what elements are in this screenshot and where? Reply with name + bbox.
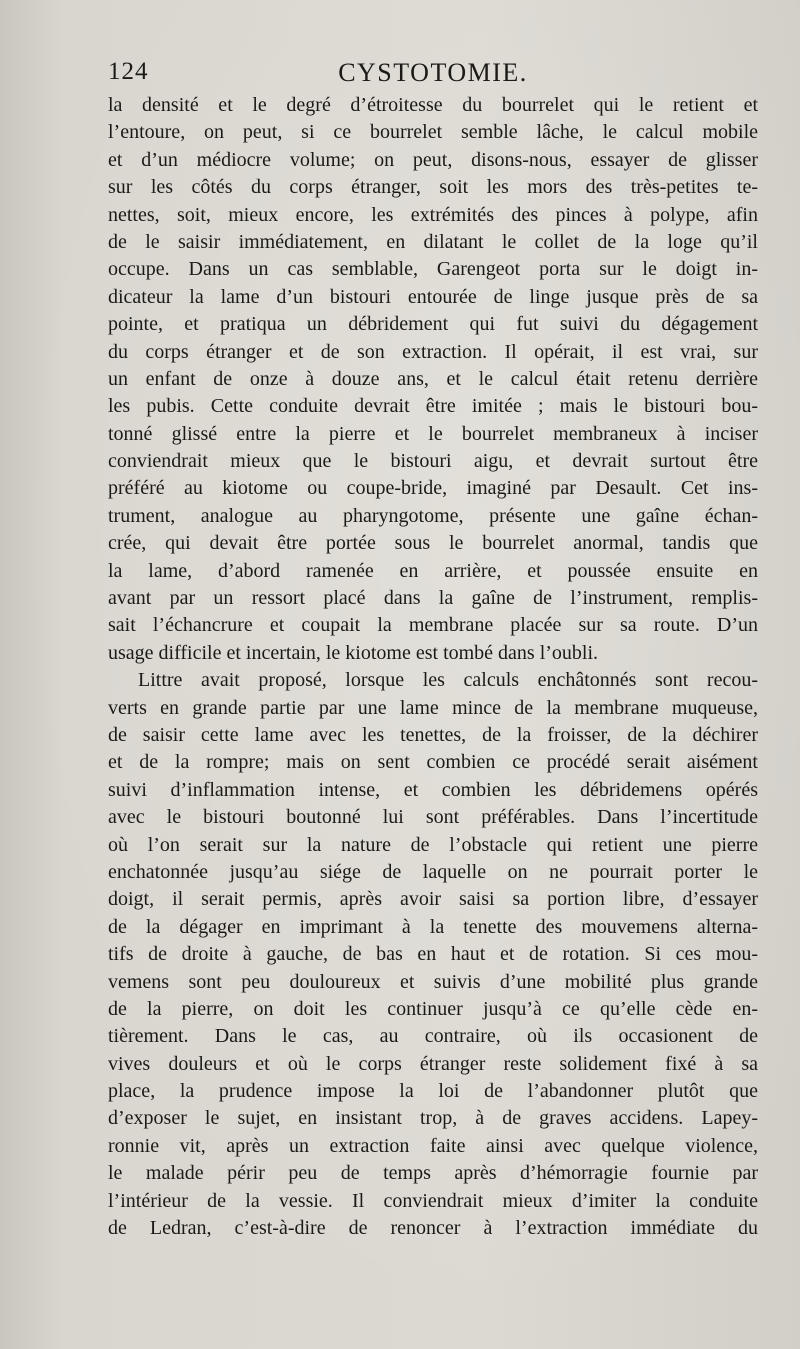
text-line: l’intérieur de la vessie. Il conviendrait mieux d’imiter la conduite bbox=[108, 1189, 758, 1212]
running-head bbox=[108, 58, 758, 92]
text-line: tonné glissé entre la pierre et le bourrelet membraneux à inciser bbox=[108, 422, 758, 445]
text-line: préféré au kiotome ou coupe-bride, imaginé par Desault. Cet ins- bbox=[108, 477, 758, 500]
text-line: sait l’échancrure et coupait la membrane placée sur sa route. D’un bbox=[108, 614, 758, 637]
text-line: Littre avait proposé, lorsque les calculs enchâtonnés sont recou- bbox=[138, 669, 758, 692]
text-line: tifs de droite à gauche, de bas en haut et de rotation. Si ces mou- bbox=[108, 943, 758, 966]
text-line: crée, qui devait être portée sous le bourrelet anormal, tandis que bbox=[108, 532, 758, 555]
text-line: les pubis. Cette conduite devrait être imitée ; mais le bistouri bou- bbox=[108, 395, 758, 418]
text-line: sur les côtés du corps étranger, soit les mors des très-petites te- bbox=[108, 176, 758, 199]
text-line: et d’un médiocre volume; on peut, disons-nous, essayer de glisser bbox=[108, 148, 758, 171]
text-line: du corps étranger et de son extraction. Il opérait, il est vrai, sur bbox=[108, 340, 758, 363]
text-line: l’entoure, on peut, si ce bourrelet semble lâche, le calcul mobile bbox=[108, 121, 758, 144]
text-line: suivi d’inflammation intense, et combien les débridemens opérés bbox=[108, 778, 758, 801]
text-line: verts en grande partie par une lame mince de la membrane muqueuse, bbox=[108, 696, 758, 719]
text-line: conviendrait mieux que le bistouri aigu, et devrait surtout être bbox=[108, 450, 758, 473]
text-line: de Ledran, c’est-à-dire de renoncer à l’extraction immédiate du bbox=[108, 1217, 758, 1240]
text-line: d’exposer le sujet, en insistant trop, à de graves accidens. Lapey- bbox=[108, 1107, 758, 1130]
text-line: où l’on serait sur la nature de l’obstacle qui retient une pierre bbox=[108, 833, 758, 856]
text-line: avec le bistouri boutonné lui sont préférables. Dans l’incertitude bbox=[108, 806, 758, 829]
text-line: vemens sont peu douloureux et suivis d’une mobilité plus grande bbox=[108, 970, 758, 993]
text-line: place, la prudence impose la loi de l’abandonner plutôt que bbox=[108, 1080, 758, 1103]
text-line: la lame, d’abord ramenée en arrière, et poussée ensuite en bbox=[108, 559, 758, 582]
text-line: un enfant de onze à douze ans, et le calcul était retenu derrière bbox=[108, 367, 758, 390]
text-line: enchatonnée jusqu’au siége de laquelle on ne pourrait porter le bbox=[108, 860, 758, 883]
text-line: de la pierre, on doit les continuer jusqu’à ce qu’elle cède en- bbox=[108, 997, 758, 1020]
text-line: pointe, et pratiqua un débridement qui fut suivi du dégagement bbox=[108, 313, 758, 336]
text-line: tièrement. Dans le cas, au contraire, où ils occasionent de bbox=[108, 1025, 758, 1048]
text-line: vives douleurs et où le corps étranger reste solidement fixé à sa bbox=[108, 1052, 758, 1075]
text-line: dicateur la lame d’un bistouri entourée de linge jusque près de sa bbox=[108, 285, 758, 308]
text-line: le malade périr peu de temps après d’hémorragie fournie par bbox=[108, 1162, 758, 1185]
text-line: avant par un ressort placé dans la gaîne de l’instrument, remplis- bbox=[108, 587, 758, 610]
text-line: ronnie vit, après un extraction faite ainsi avec quelque violence, bbox=[108, 1134, 758, 1157]
text-line: doigt, il serait permis, après avoir saisi sa portion libre, d’essayer bbox=[108, 888, 758, 911]
text-line: usage difficile et incertain, le kiotome est tombé dans l’oubli. bbox=[108, 641, 599, 664]
text-line: trument, analogue au pharyngotome, présente une gaîne échan- bbox=[108, 504, 758, 527]
text-line: de le saisir immédiatement, en dilatant le collet de la loge qu’il bbox=[108, 230, 758, 253]
text-line: de la dégager en imprimant à la tenette des mouvemens alterna- bbox=[108, 915, 758, 938]
text-line: occupe. Dans un cas semblable, Garengeot porta sur le doigt in- bbox=[108, 258, 758, 281]
text-line: nettes, soit, mieux encore, les extrémités des pinces à polype, afin bbox=[108, 203, 758, 226]
text-line: la densité et le degré d’étroitesse du bourrelet qui le retient et bbox=[108, 94, 758, 116]
running-title: CYSTOTOMIE. bbox=[338, 58, 528, 87]
text-line: de saisir cette lame avec les tenettes, de la froisser, de la déchirer bbox=[108, 723, 758, 746]
text-line: et de la rompre; mais on sent combien ce procédé serait aisément bbox=[108, 751, 758, 774]
page-number: 124 bbox=[108, 58, 149, 85]
body-text bbox=[108, 92, 758, 1242]
